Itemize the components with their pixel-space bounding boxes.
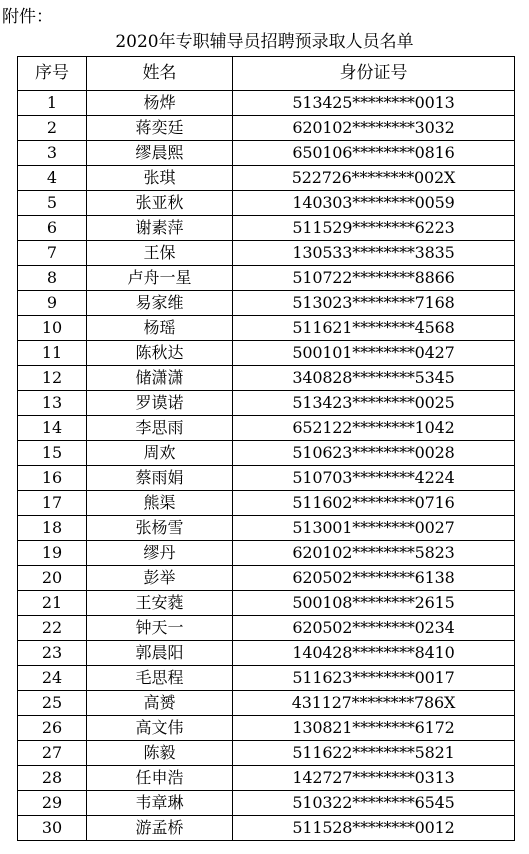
row-number-cell: 30 [18, 816, 87, 841]
table-row [18, 391, 515, 416]
table-row [18, 791, 515, 816]
row-number-cell: 15 [18, 441, 87, 466]
row-id-number-cell: 140303********0059 [233, 191, 515, 216]
row-name-cell: 陈秋达 [87, 341, 233, 366]
row-id-number-cell: 511621********4568 [233, 316, 515, 341]
row-id-number-cell: 130533********3835 [233, 241, 515, 266]
table-row [18, 716, 515, 741]
table-row [18, 416, 515, 441]
row-id-number-cell: 513423********0025 [233, 391, 515, 416]
row-id-number-cell: 620502********0234 [233, 616, 515, 641]
table-row [18, 366, 515, 391]
table-row [18, 766, 515, 791]
row-number-cell: 7 [18, 241, 87, 266]
row-name-cell: 缪晨熙 [87, 141, 233, 166]
table-row [18, 116, 515, 141]
table-row [18, 466, 515, 491]
table-row [18, 566, 515, 591]
table-row [18, 291, 515, 316]
row-number-cell: 23 [18, 641, 87, 666]
row-number-cell: 1 [18, 91, 87, 116]
row-id-number-cell: 513425********0013 [233, 91, 515, 116]
row-name-cell: 缪丹 [87, 541, 233, 566]
row-id-number-cell: 140428********8410 [233, 641, 515, 666]
table-row [18, 441, 515, 466]
row-id-number-cell: 130821********6172 [233, 716, 515, 741]
row-number-cell: 13 [18, 391, 87, 416]
row-id-number-cell: 511529********6223 [233, 216, 515, 241]
row-id-number-cell: 511622********5821 [233, 741, 515, 766]
row-id-number-cell: 620102********5823 [233, 541, 515, 566]
table-row [18, 191, 515, 216]
table-body [18, 91, 515, 841]
table-row [18, 816, 515, 841]
column-header-id-number: 身份证号 [233, 57, 515, 91]
row-id-number-cell: 652122********1042 [233, 416, 515, 441]
row-id-number-cell: 511528********0012 [233, 816, 515, 841]
row-id-number-cell: 513001********0027 [233, 516, 515, 541]
row-name-cell: 王安蕤 [87, 591, 233, 616]
row-name-cell: 陈毅 [87, 741, 233, 766]
row-number-cell: 27 [18, 741, 87, 766]
row-name-cell: 周欢 [87, 441, 233, 466]
row-name-cell: 罗谟诺 [87, 391, 233, 416]
row-name-cell: 高文伟 [87, 716, 233, 741]
row-number-cell: 17 [18, 491, 87, 516]
row-id-number-cell: 620102********3032 [233, 116, 515, 141]
table-header-row [18, 57, 515, 91]
row-name-cell: 蔡雨娟 [87, 466, 233, 491]
row-number-cell: 3 [18, 141, 87, 166]
table-row [18, 541, 515, 566]
table-row [18, 616, 515, 641]
row-name-cell: 郭晨阳 [87, 641, 233, 666]
table-row [18, 516, 515, 541]
table-row [18, 266, 515, 291]
row-id-number-cell: 510722********8866 [233, 266, 515, 291]
row-id-number-cell: 620502********6138 [233, 566, 515, 591]
admission-roster-table [17, 56, 515, 841]
table-row [18, 141, 515, 166]
row-name-cell: 任申浩 [87, 766, 233, 791]
table-row [18, 91, 515, 116]
row-name-cell: 谢素萍 [87, 216, 233, 241]
row-name-cell: 杨瑶 [87, 316, 233, 341]
row-id-number-cell: 510623********0028 [233, 441, 515, 466]
row-number-cell: 6 [18, 216, 87, 241]
row-name-cell: 韦章琳 [87, 791, 233, 816]
row-number-cell: 26 [18, 716, 87, 741]
row-id-number-cell: 142727********0313 [233, 766, 515, 791]
row-name-cell: 毛思程 [87, 666, 233, 691]
table-row [18, 241, 515, 266]
row-number-cell: 5 [18, 191, 87, 216]
table-row [18, 641, 515, 666]
row-name-cell: 易家维 [87, 291, 233, 316]
row-number-cell: 18 [18, 516, 87, 541]
document-title: 2020年专职辅导员招聘预录取人员名单 [115, 32, 414, 52]
row-number-cell: 14 [18, 416, 87, 441]
row-number-cell: 2 [18, 116, 87, 141]
table-row [18, 216, 515, 241]
row-id-number-cell: 431127********786X [233, 691, 515, 716]
row-name-cell: 张亚秋 [87, 191, 233, 216]
row-id-number-cell: 500101********0427 [233, 341, 515, 366]
table-row [18, 316, 515, 341]
row-name-cell: 熊渠 [87, 491, 233, 516]
table-row [18, 341, 515, 366]
row-number-cell: 28 [18, 766, 87, 791]
row-id-number-cell: 513023********7168 [233, 291, 515, 316]
row-name-cell: 高赟 [87, 691, 233, 716]
row-id-number-cell: 510703********4224 [233, 466, 515, 491]
attachment-label: 附件： [2, 7, 53, 27]
row-id-number-cell: 340828********5345 [233, 366, 515, 391]
column-header-number: 序号 [18, 57, 87, 91]
row-number-cell: 11 [18, 341, 87, 366]
row-number-cell: 8 [18, 266, 87, 291]
table-row [18, 491, 515, 516]
row-id-number-cell: 511602********0716 [233, 491, 515, 516]
row-name-cell: 储潇潇 [87, 366, 233, 391]
table-row [18, 666, 515, 691]
row-id-number-cell: 650106********0816 [233, 141, 515, 166]
table-row [18, 691, 515, 716]
row-number-cell: 29 [18, 791, 87, 816]
row-name-cell: 杨烨 [87, 91, 233, 116]
row-name-cell: 王保 [87, 241, 233, 266]
row-id-number-cell: 511623********0017 [233, 666, 515, 691]
row-name-cell: 游孟桥 [87, 816, 233, 841]
row-id-number-cell: 522726********002X [233, 166, 515, 191]
row-number-cell: 19 [18, 541, 87, 566]
row-number-cell: 4 [18, 166, 87, 191]
row-name-cell: 李思雨 [87, 416, 233, 441]
table-row [18, 591, 515, 616]
column-header-name: 姓名 [87, 57, 233, 91]
row-name-cell: 张杨雪 [87, 516, 233, 541]
row-id-number-cell: 500108********2615 [233, 591, 515, 616]
row-number-cell: 16 [18, 466, 87, 491]
row-name-cell: 张琪 [87, 166, 233, 191]
row-name-cell: 蒋奕廷 [87, 116, 233, 141]
row-number-cell: 12 [18, 366, 87, 391]
row-name-cell: 彭举 [87, 566, 233, 591]
row-number-cell: 25 [18, 691, 87, 716]
row-number-cell: 24 [18, 666, 87, 691]
row-number-cell: 20 [18, 566, 87, 591]
row-number-cell: 21 [18, 591, 87, 616]
row-number-cell: 22 [18, 616, 87, 641]
table-row [18, 741, 515, 766]
row-name-cell: 钟天一 [87, 616, 233, 641]
table-row [18, 166, 515, 191]
row-number-cell: 9 [18, 291, 87, 316]
row-id-number-cell: 510322********6545 [233, 791, 515, 816]
row-number-cell: 10 [18, 316, 87, 341]
row-name-cell: 卢舟一星 [87, 266, 233, 291]
